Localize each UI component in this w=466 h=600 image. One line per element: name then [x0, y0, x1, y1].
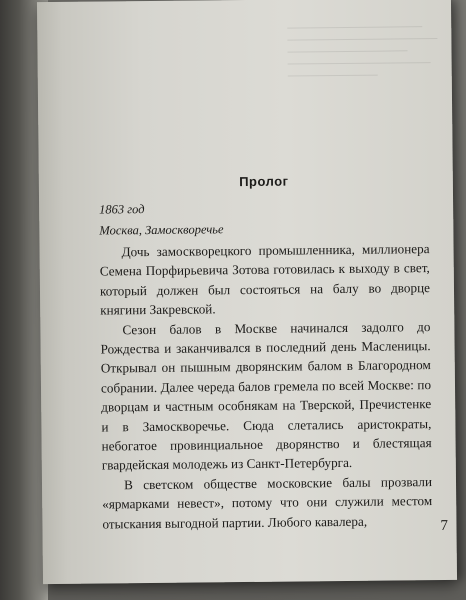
paragraph-1: Дочь замоскворецкого промышленника, миллионера Семена Порфирьевича Зотова готовилась к выходу в свет, который должен был состояться на балу во дворце княгини Закревской.: [99, 241, 431, 318]
epigraph-year: 1863 год: [99, 202, 145, 217]
epigraph-place: Москва, Замоскворечье: [99, 222, 224, 238]
page-text: [99, 172, 433, 534]
paragraph-2: Сезон балов в Москве начинался задолго до Рождества и заканчивался в последний день Масленицы. Открывал он пышным дворянским балом в Благородном собрании. Далее череда балов гремела по всей Москве: по дворцам и частным особнякам на Тверской, Пречистенке и в Замоскворечье. Сюда слетались аристократы, небогатое провинциальное дворянство и блестящая гвардейская молодежь из Санкт-Петербурга.: [100, 318, 432, 473]
show-through-text: [287, 26, 438, 98]
book-page: [37, 0, 457, 584]
chapter-heading: Пролог: [239, 173, 289, 190]
page-number: 7: [440, 517, 449, 534]
paragraph-3: В светском обществе московские балы прозвали «ярмарками невест», потому что они служили местом отыскания выгодной партии. Любого кавалера,: [102, 473, 433, 532]
